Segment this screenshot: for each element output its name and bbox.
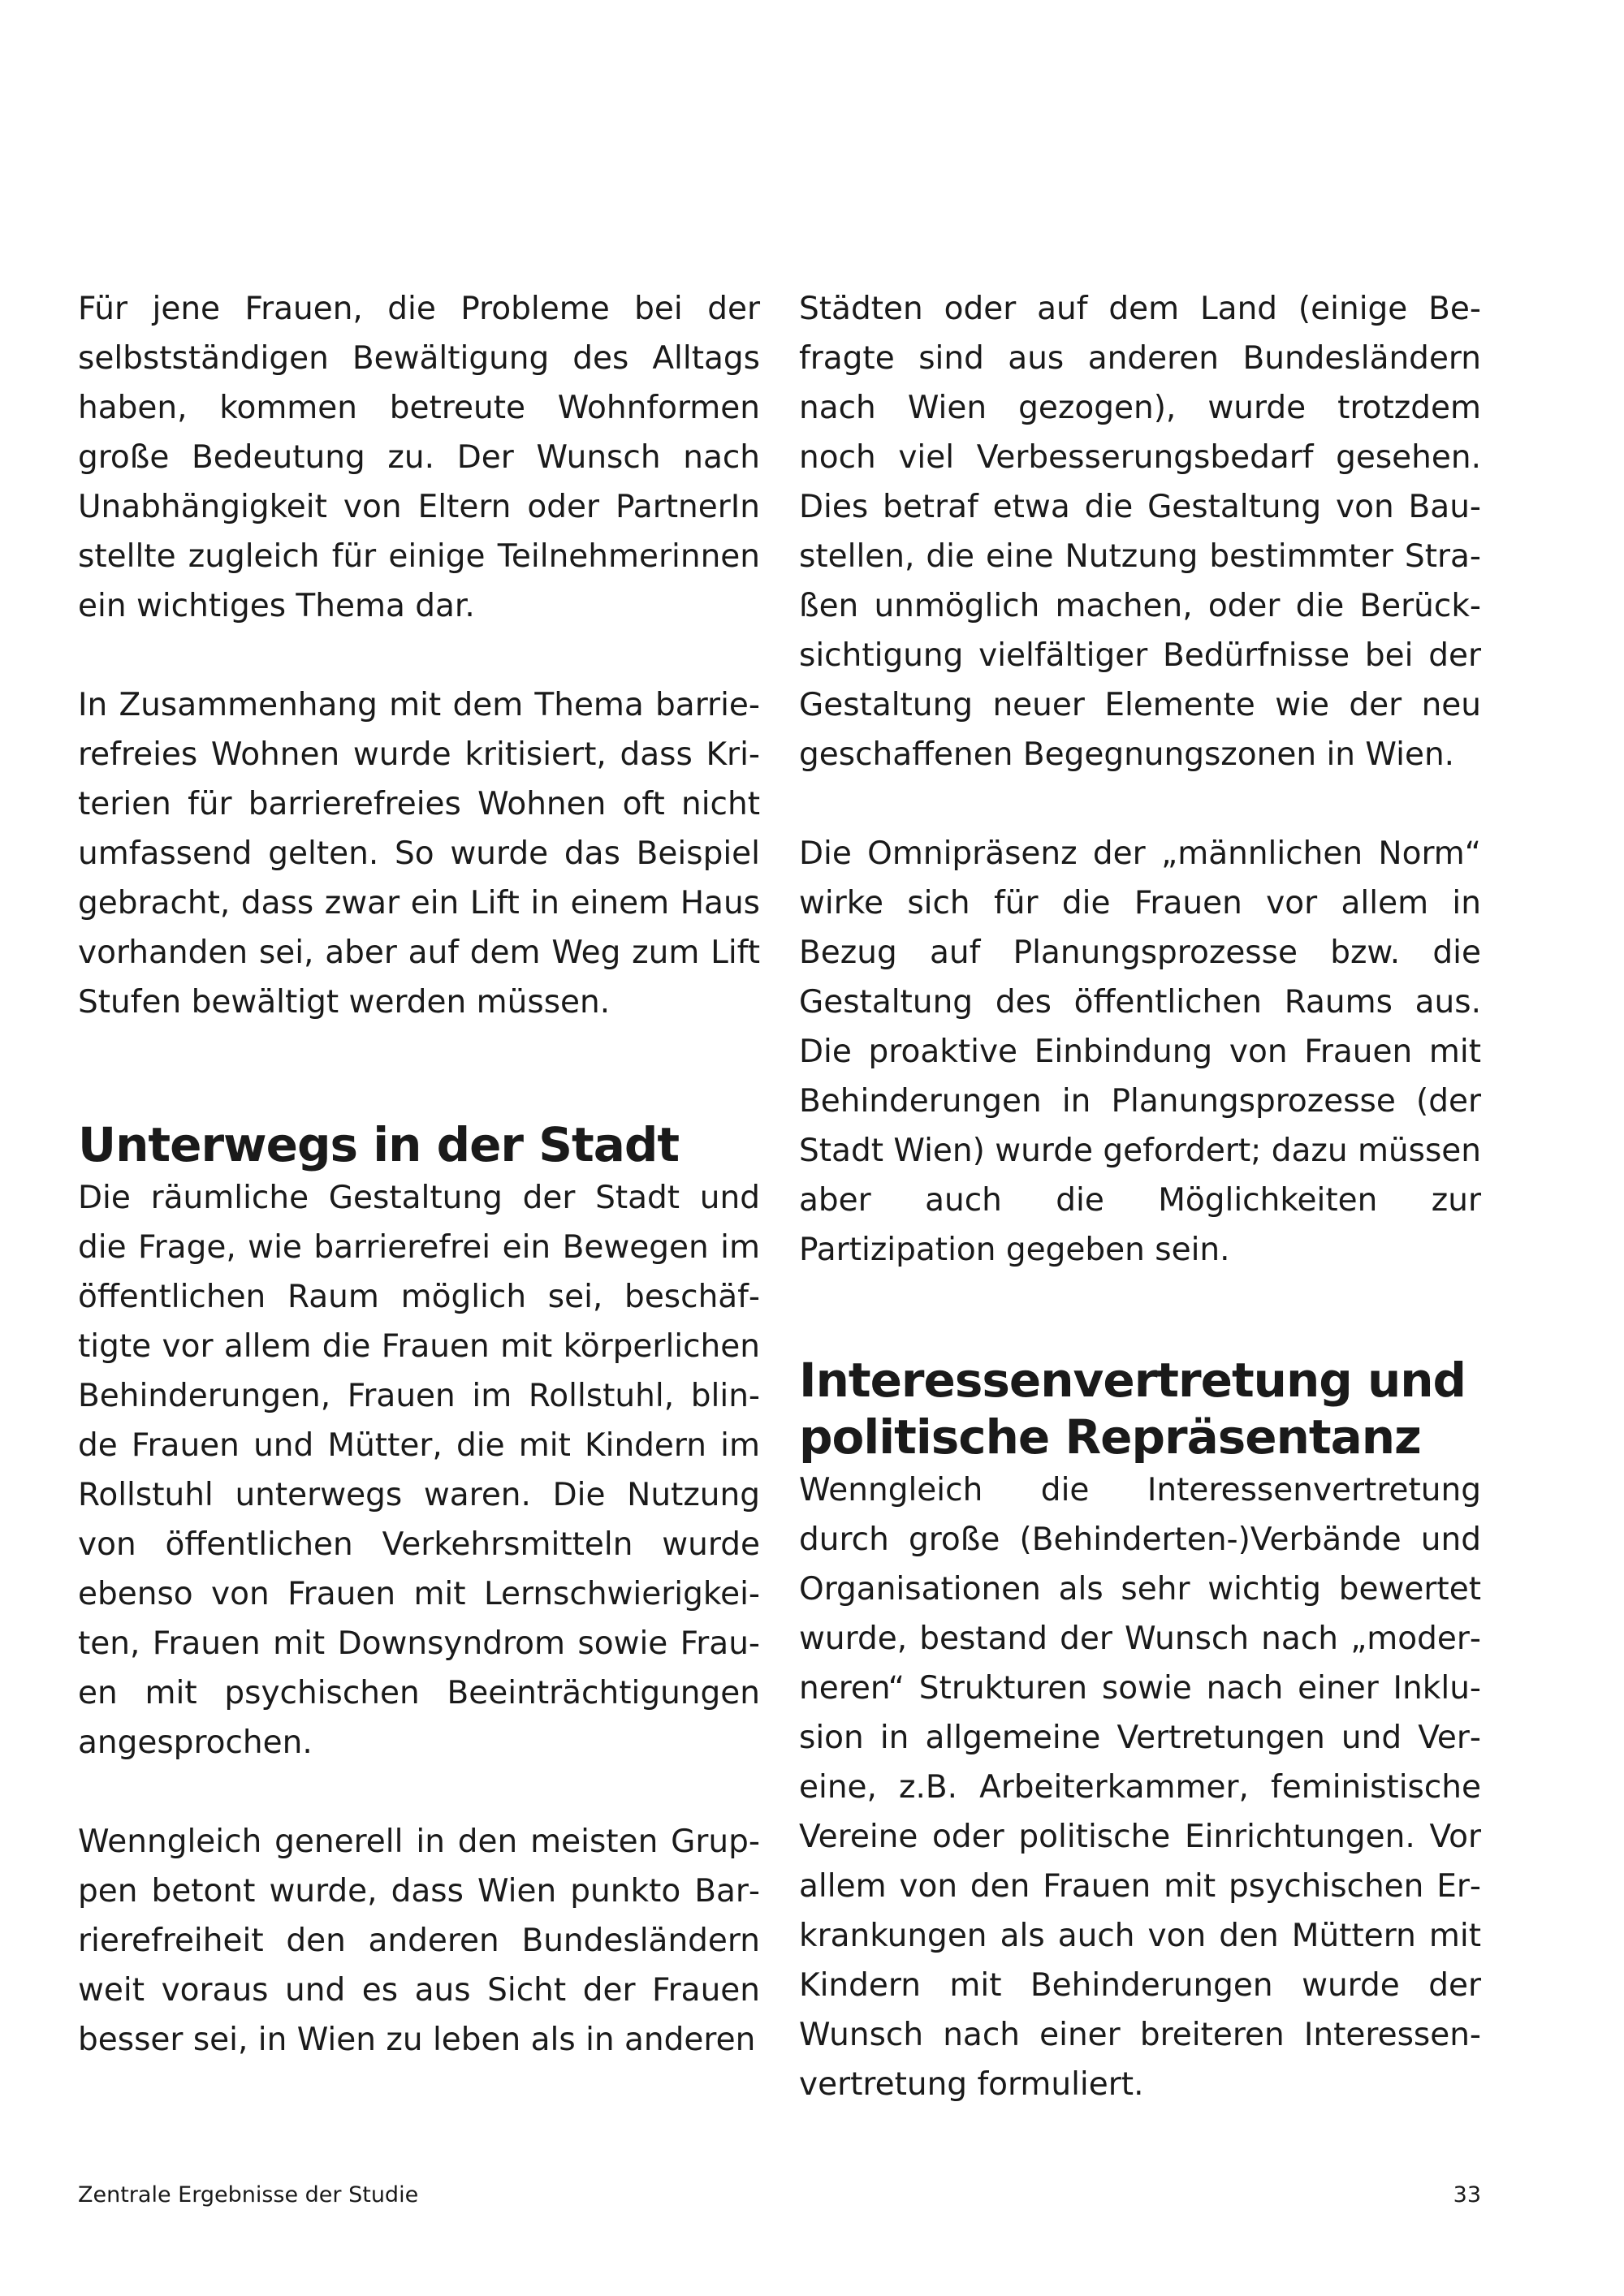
- page-footer: [78, 2179, 1481, 2212]
- heading-line-1: Interessenvertretung und: [799, 1353, 1466, 1408]
- left-column: [78, 284, 760, 2065]
- footer-section-title: Zentrale Ergebnisse der Studie: [78, 2182, 419, 2208]
- heading-interessenvertretung: [799, 1352, 1481, 1465]
- right-column: [799, 284, 1481, 2109]
- paragraph-improvement-needs: Städten oder auf dem Land (einige Befragte sind aus anderen Bundesländern nach Wien gezogen), wurde trotzdem noch viel Verbesserungsbedarf gesehen. Dies betraf etwa die Gestaltung von Baustellen, die eine Nutzung bestimmter Straßen unmöglich machen, oder die Berücksichtigung vielfältiger Bedürfnisse bei der Gestaltung neuer Elemente wie der neu geschaffenen Begegnungszonen in Wien.: [799, 291, 1481, 773]
- heading-unterwegs-in-der-stadt: Unterwegs in der Stadt: [78, 1117, 680, 1172]
- paragraph-assisted-living: Für jene Frauen, die Probleme bei der selbstständigen Bewältigung des Alltags haben, kommen betreute Wohnformen große Bedeutung zu. Der Wunsch nach Unabhängigkeit von Eltern oder PartnerIn stellte zugleich für einige Teilnehmerinnen ein wichtiges Thema dar.: [78, 291, 760, 624]
- paragraph-representation: Wenngleich die Interessenvertretung durch große (Behinderten-)Verbände und Organisationen als sehr wichtig bewertet wurde, bestand der Wunsch nach „moderneren“ Strukturen sowie nach einer Inklusion in allgemeine Vertretungen und Vereine, z.B. Arbeiterkammer, feministische Vereine oder politische Einrichtungen. Vor allem von den Frauen mit psychischen Erkrankungen als auch von den Müttern mit Kindern mit Behinderungen wurde der Wunsch nach einer breiteren Interessenvertretung formuliert.: [799, 1472, 1481, 2103]
- paragraph-vienna-comparison: Wenngleich generell in den meisten Gruppen betont wurde, dass Wien punkto Barrierefreiheit den anderen Bundesländern weit voraus und es aus Sicht der Frauen besser sei, in Wien zu leben als in anderen: [78, 1823, 760, 2058]
- heading-line-2: politische Repräsentanz: [799, 1409, 1421, 1465]
- paragraph-barrier-free-housing: In Zusammenhang mit dem Thema barrierefreies Wohnen wurde kritisiert, dass Kriterien für barrierefreies Wohnen oft nicht umfassend gelten. So wurde das Beispiel gebracht, dass zwar ein Lift in einem Haus vorhanden sei, aber auf dem Weg zum Lift Stufen bewältigt werden müssen.: [78, 687, 760, 1021]
- page-number: 33: [1453, 2182, 1481, 2208]
- paragraph-urban-design: Die räumliche Gestaltung der Stadt und die Frage, wie barrierefrei ein Bewegen im öffentlichen Raum möglich sei, beschäftigte vor allem die Frauen mit körperlichen Behinderungen, Frauen im Rollstuhl, blinde Frauen und Mütter, die mit Kindern im Rollstuhl unterwegs waren. Die Nutzung von öffentlichen Verkehrsmitteln wurde ebenso von Frauen mit Lernschwierigkeiten, Frauen mit Downsyndrom sowie Frauen mit psychischen Beeinträchtigungen angesprochen.: [78, 1180, 760, 1761]
- paragraph-male-norm: Die Omnipräsenz der „männlichen Norm“ wirke sich für die Frauen vor allem in Bezug auf Planungsprozesse bzw. die Gestaltung des öffentlichen Raums aus. Die proaktive Einbindung von Frauen mit Behinderungen in Planungsprozesse (der Stadt Wien) wurde gefordert; dazu müssen aber auch die Möglichkeiten zur Partizipation gegeben sein.: [799, 835, 1481, 1268]
